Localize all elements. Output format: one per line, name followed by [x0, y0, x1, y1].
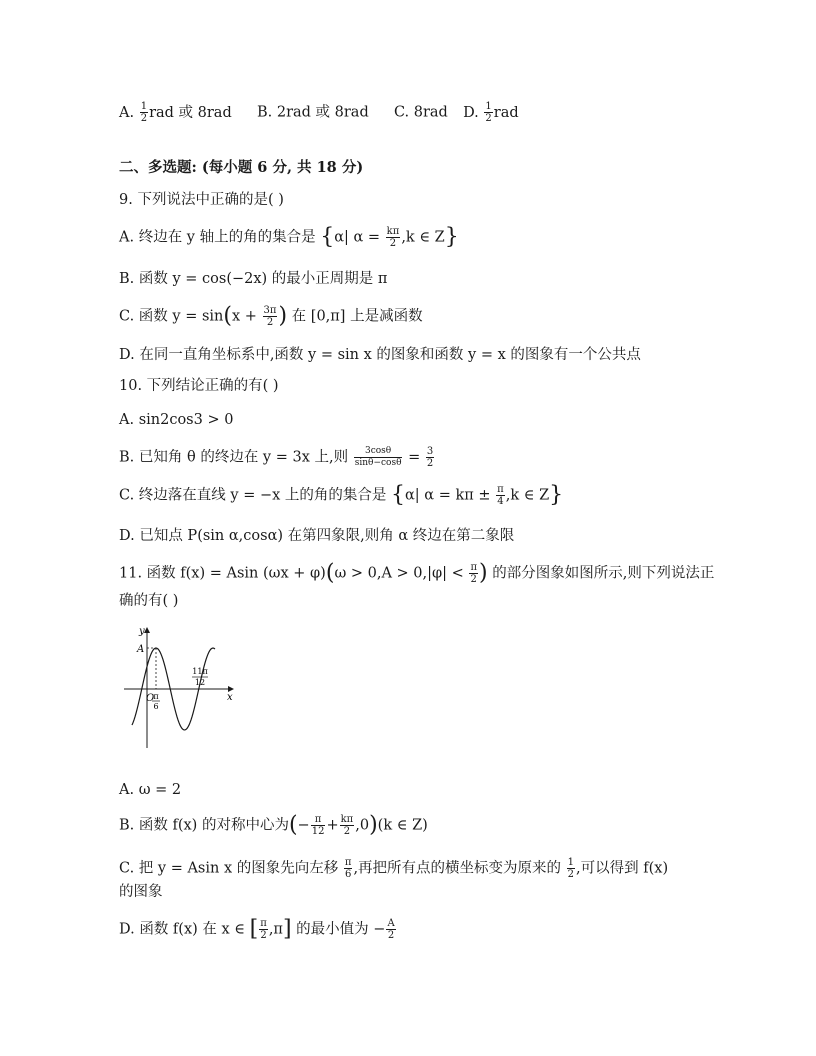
- frac-num: 3π: [263, 305, 277, 316]
- q8-d-rest: rad: [493, 104, 519, 121]
- frac-den: 2: [266, 317, 274, 328]
- q11-stem-post: 的部分图象如图所示,则下列说法正: [492, 565, 715, 582]
- q9-option-a: [119, 226, 459, 249]
- q10-b-text: B. 已知角 θ 的终边在 y = 3x 上,则: [119, 449, 349, 466]
- pi6-num: π: [153, 692, 159, 701]
- pi6-den: 6: [153, 702, 159, 711]
- frac-num: π: [344, 857, 352, 868]
- q8-option-b: B. 2rad 或 8rad: [256, 104, 369, 121]
- frac-den: 2: [389, 238, 397, 249]
- frac-num: kπ: [340, 814, 354, 825]
- q8-a-label: A.: [119, 104, 135, 121]
- q8-options-line: [119, 101, 519, 124]
- frac-num: π: [497, 484, 504, 495]
- q11-option-a: A. ω = 2: [119, 782, 182, 798]
- q10-b-result: [426, 446, 434, 469]
- frac-den: 2: [426, 458, 434, 469]
- frac-den: 12: [311, 826, 325, 837]
- q8-d-label: D.: [463, 104, 479, 121]
- q9-option-b: B. 函数 y = cos(−2x) 的最小正周期是 π: [119, 271, 388, 287]
- q11-stem-fraction: [469, 562, 478, 585]
- q9-a-set-post: ,k ∈ Z: [401, 229, 445, 246]
- brace-left: {: [391, 482, 406, 508]
- bracket-left: [: [249, 916, 259, 942]
- brace-right: }: [444, 224, 459, 250]
- q11-option-c-line2: 的图象: [119, 884, 163, 900]
- q9-option-d: D. 在同一直角坐标系中,函数 y = sin x 的图象和函数 y = x 的图象有一个公共点: [119, 347, 641, 363]
- q11-d-text: D. 函数 f(x) 在 x ∈: [119, 921, 246, 938]
- paren-left: (: [325, 560, 335, 586]
- q9-c-text: C. 函数 y = sin: [119, 308, 224, 325]
- q11-d-mid: ,π: [268, 921, 283, 938]
- frac-num: 3cosθ: [354, 446, 403, 458]
- q11-d-post: 的最小值为 −: [296, 921, 386, 938]
- q10-c-text: C. 终边落在直线 y = −x 上的角的集合是: [119, 487, 387, 504]
- brace-left: {: [320, 224, 335, 250]
- frac-num: 1: [485, 101, 492, 112]
- q10-stem: 10. 下列结论正确的有( ): [119, 378, 279, 394]
- a-label: A: [137, 644, 145, 655]
- q8-option-c: C. 8rad: [393, 104, 448, 121]
- frac-num: 3: [426, 446, 434, 457]
- q11-sine-graph: [120, 620, 240, 752]
- frac-den: 2: [140, 113, 148, 124]
- frac-den: 2: [343, 826, 351, 837]
- frac-den: sinθ−cosθ: [354, 458, 402, 468]
- frac-num: 1: [567, 857, 575, 868]
- q11-b-fraction-1: [311, 814, 326, 837]
- q10-option-b: [119, 446, 435, 469]
- q8-option-a: [119, 101, 236, 124]
- q11-c-fraction-1: [344, 857, 353, 880]
- frac-den: 2: [567, 869, 575, 880]
- q11-c-post: ,可以得到 f(x): [576, 860, 669, 877]
- q9-stem: 9. 下列说法中正确的是( ): [119, 192, 284, 208]
- frac-num: π: [470, 562, 478, 573]
- q11-option-b: B. 函数 f(x) 的对称中心为(− $\frac{\pi}{12}$ + $\frac{k\pi}{2}$ ,0)(k ∈ Z): [119, 812, 428, 838]
- x-axis-label: x: [227, 692, 233, 703]
- q11-d-result: [386, 918, 395, 941]
- q9-option-c: [119, 305, 423, 328]
- q10-option-c: [119, 484, 563, 507]
- brace-right: }: [549, 482, 564, 508]
- q10-option-a: A. sin2cos3 > 0: [119, 412, 234, 428]
- q11-b-tail: (k ∈ Z): [377, 817, 428, 834]
- q10-option-d: D. 已知点 P(sin α,cosα) 在第四象限,则角 α 终边在第二象限: [119, 528, 515, 544]
- frac-num: 1: [140, 101, 148, 112]
- p11-num: 11π: [192, 667, 208, 676]
- q11-b-text: B. 函数 f(x) 的对称中心为: [119, 817, 289, 834]
- frac-num: A: [387, 918, 395, 929]
- q9-c-fraction: [263, 305, 278, 328]
- q8-a-fraction: [140, 101, 148, 124]
- paren-right: ): [479, 560, 488, 586]
- q8-option-d: [463, 101, 519, 124]
- q9-a-fraction: [386, 226, 401, 249]
- y-axis-label: y: [139, 626, 145, 637]
- paren-right: ): [278, 303, 288, 329]
- origin-label: O: [146, 693, 155, 704]
- q11-stem: [119, 562, 714, 585]
- q8-a-rest: rad 或 8rad: [149, 104, 232, 121]
- q11-d-fraction: [259, 918, 268, 941]
- frac-den: 2: [387, 930, 395, 941]
- frac-den: 2: [470, 574, 477, 585]
- q11-stem-line2: 确的有( ): [119, 593, 179, 609]
- q11-b-post: ,0: [355, 817, 370, 834]
- q11-c-mid: ,再把所有点的横坐标变为原来的: [353, 860, 562, 877]
- frac-den: 6: [344, 869, 352, 880]
- paren-right: ): [369, 812, 378, 838]
- q8-d-fraction: [484, 101, 492, 124]
- q10-c-set-pre: α| α = kπ ±: [405, 487, 491, 504]
- section-heading: 二、多选题: (每小题 6 分, 共 18 分): [119, 159, 364, 176]
- paren-left: (: [223, 303, 232, 329]
- q9-a-set-pre: α| α =: [334, 229, 381, 246]
- frac-den: 2: [485, 113, 492, 124]
- q10-b-eq: =: [408, 449, 421, 466]
- q11-b-fraction-2: [340, 814, 355, 837]
- frac-num: π: [311, 814, 326, 826]
- q10-c-fraction: [496, 484, 505, 507]
- paren-left: (: [288, 812, 298, 838]
- q11-option-c: [119, 857, 668, 880]
- q9-a-text: A. 终边在 y 轴上的角的集合是: [119, 229, 316, 246]
- frac-num: π: [260, 918, 267, 929]
- frac-den: 4: [497, 496, 504, 507]
- q11-c-fraction-2: [567, 857, 575, 880]
- q11-stem-cond: ω > 0,A > 0,|φ| <: [334, 565, 464, 582]
- q11-stem-pre: 11. 函数 f(x) = Asin (ωx + φ): [119, 565, 326, 582]
- q9-c-post: 在 [0,π] 上是减函数: [291, 308, 423, 325]
- p11-den: 12: [194, 678, 206, 687]
- q10-c-set-post: ,k ∈ Z: [505, 487, 550, 504]
- frac-num: kπ: [386, 226, 400, 237]
- q11-c-text: C. 把 y = Asin x 的图象先向左移: [119, 860, 339, 877]
- q11-option-d: [119, 918, 397, 941]
- bracket-right: ]: [282, 916, 292, 942]
- q10-b-fraction: [354, 446, 403, 469]
- q9-c-inner: x +: [231, 308, 257, 325]
- frac-den: 2: [260, 930, 267, 941]
